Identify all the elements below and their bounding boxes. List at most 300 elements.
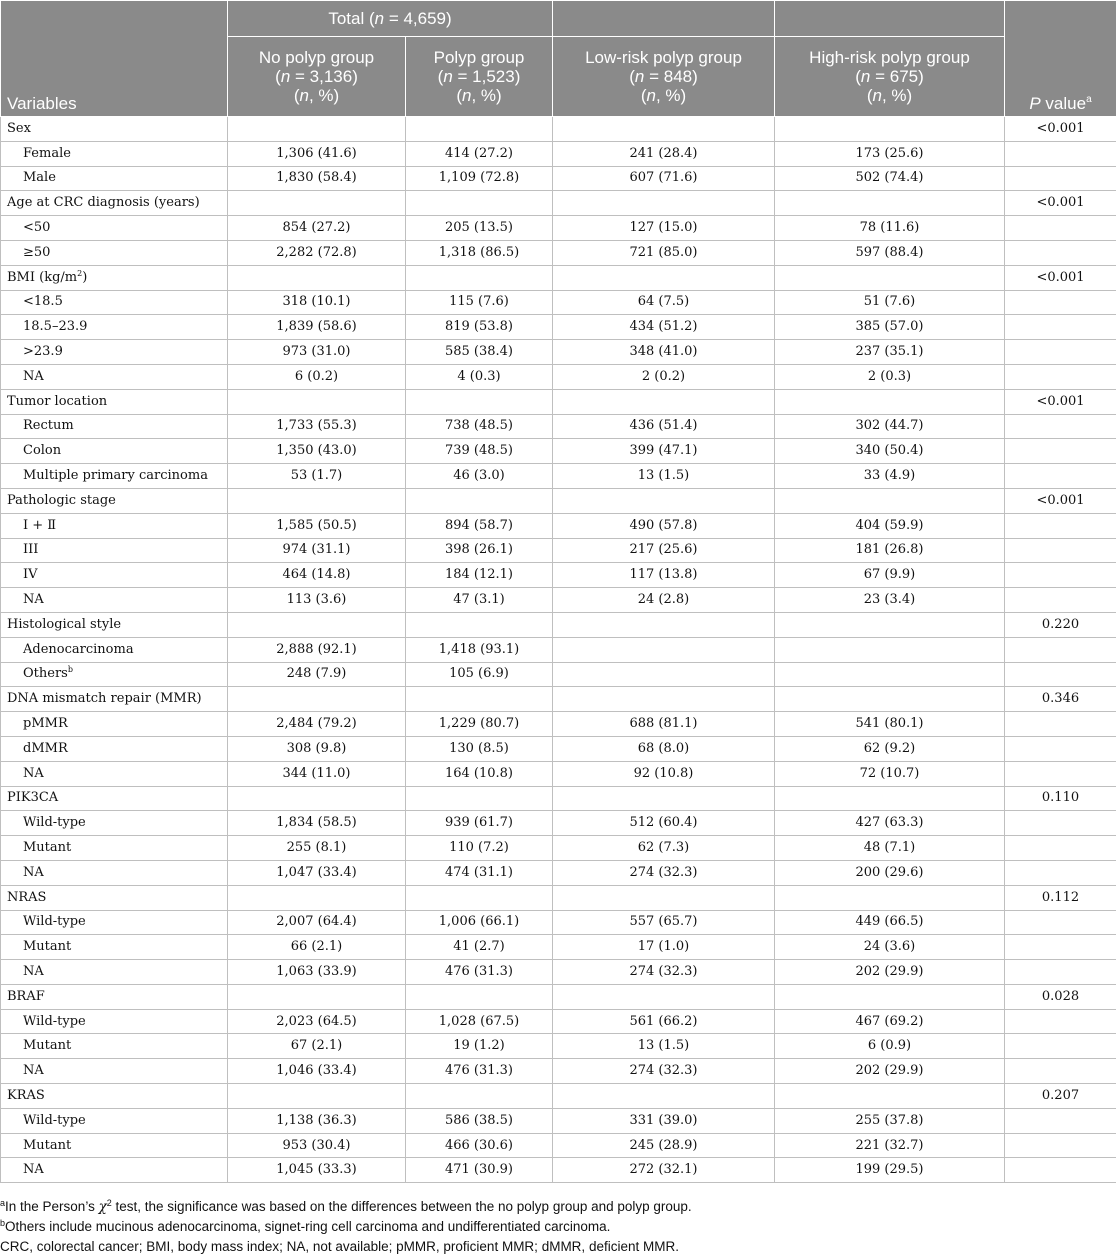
data-cell: 205 (13.5) xyxy=(406,216,553,241)
data-cell: 237 (35.1) xyxy=(775,340,1005,365)
data-cell xyxy=(553,191,775,216)
data-cell xyxy=(228,191,406,216)
data-cell: 318 (10.1) xyxy=(228,290,406,315)
p-value-cell xyxy=(1005,364,1116,389)
data-cell: 340 (50.4) xyxy=(775,439,1005,464)
p-value-cell: <0.001 xyxy=(1005,191,1116,216)
data-cell: 200 (29.6) xyxy=(775,860,1005,885)
row-category-label: Tumor location xyxy=(1,389,228,414)
table-row xyxy=(1,563,1116,588)
row-category-label: NRAS xyxy=(1,885,228,910)
data-cell: 181 (26.8) xyxy=(775,538,1005,563)
data-cell xyxy=(553,265,775,290)
data-cell: 385 (57.0) xyxy=(775,315,1005,340)
data-cell: 64 (7.5) xyxy=(553,290,775,315)
data-cell xyxy=(553,984,775,1009)
data-cell: 274 (32.3) xyxy=(553,1059,775,1084)
p-value-cell: 0.207 xyxy=(1005,1084,1116,1109)
data-cell: 113 (3.6) xyxy=(228,588,406,613)
p-value-cell xyxy=(1005,860,1116,885)
table-row xyxy=(1,240,1116,265)
row-sublabel: Mutant xyxy=(1,935,228,960)
row-category-label: BMI $(kg/m^2)$ xyxy=(1,265,228,290)
p-value-cell xyxy=(1005,240,1116,265)
row-category-label: KRAS xyxy=(1,1084,228,1109)
data-cell xyxy=(775,612,1005,637)
data-cell: 434 (51.2) xyxy=(553,315,775,340)
data-cell: 502 (74.4) xyxy=(775,166,1005,191)
data-cell xyxy=(775,984,1005,1009)
data-cell: 1,306 (41.6) xyxy=(228,141,406,166)
p-value-cell xyxy=(1005,340,1116,365)
data-cell xyxy=(775,389,1005,414)
group-header: No polyp group (n = 3,136) (n, %) xyxy=(228,37,406,117)
data-cell: 404 (59.9) xyxy=(775,513,1005,538)
data-cell xyxy=(228,786,406,811)
p-value-cell xyxy=(1005,563,1116,588)
table-row xyxy=(1,935,1116,960)
data-cell: 953 (30.4) xyxy=(228,1133,406,1158)
data-cell: 490 (57.8) xyxy=(553,513,775,538)
table-row xyxy=(1,786,1116,811)
data-cell: 436 (51.4) xyxy=(553,414,775,439)
table-row xyxy=(1,687,1116,712)
data-cell xyxy=(228,265,406,290)
row-sublabel: Rectum xyxy=(1,414,228,439)
table-row xyxy=(1,1059,1116,1084)
data-cell: 217 (25.6) xyxy=(553,538,775,563)
data-cell: 202 (29.9) xyxy=(775,960,1005,985)
row-category-label: DNA mismatch repair (MMR) xyxy=(1,687,228,712)
row-sublabel: 18.5–23.9 xyxy=(1,315,228,340)
data-cell xyxy=(228,117,406,142)
data-cell: 819 (53.8) xyxy=(406,315,553,340)
data-cell: 2,282 (72.8) xyxy=(228,240,406,265)
data-cell: 1,138 (36.3) xyxy=(228,1108,406,1133)
row-sublabel: Female xyxy=(1,141,228,166)
data-cell: 414 (27.2) xyxy=(406,141,553,166)
data-cell: 62 (9.2) xyxy=(775,736,1005,761)
table-row xyxy=(1,191,1116,216)
data-cell: 173 (25.6) xyxy=(775,141,1005,166)
row-sublabel: >23.9 xyxy=(1,340,228,365)
data-cell: 24 (3.6) xyxy=(775,935,1005,960)
row-sublabel: Wild-type xyxy=(1,910,228,935)
table-row xyxy=(1,836,1116,861)
data-cell: 255 (37.8) xyxy=(775,1108,1005,1133)
p-value-cell: 0.112 xyxy=(1005,885,1116,910)
p-value-cell xyxy=(1005,141,1116,166)
data-cell: 1,063 (33.9) xyxy=(228,960,406,985)
data-cell: 1,834 (58.5) xyxy=(228,811,406,836)
data-cell: 1,229 (80.7) xyxy=(406,712,553,737)
p-value-cell xyxy=(1005,588,1116,613)
data-cell: 6 (0.2) xyxy=(228,364,406,389)
data-cell: 476 (31.3) xyxy=(406,960,553,985)
table-row xyxy=(1,340,1116,365)
p-value-cell: <0.001 xyxy=(1005,488,1116,513)
table-row xyxy=(1,1108,1116,1133)
row-sublabel: NA xyxy=(1,860,228,885)
data-cell xyxy=(406,191,553,216)
data-cell xyxy=(553,389,775,414)
data-cell xyxy=(775,488,1005,513)
p-value-cell xyxy=(1005,1034,1116,1059)
data-cell: 115 (7.6) xyxy=(406,290,553,315)
p-value-cell xyxy=(1005,513,1116,538)
row-category-label: Age at CRC diagnosis (years) xyxy=(1,191,228,216)
data-cell: 1,318 (86.5) xyxy=(406,240,553,265)
row-sublabel: Colon xyxy=(1,439,228,464)
data-cell: 476 (31.3) xyxy=(406,1059,553,1084)
table-row xyxy=(1,513,1116,538)
row-category-label: PIK3CA xyxy=(1,786,228,811)
p-value-header: P value$^a$ xyxy=(1005,1,1116,117)
data-cell: 164 (10.8) xyxy=(406,761,553,786)
data-cell xyxy=(775,637,1005,662)
data-cell: 53 (1.7) xyxy=(228,464,406,489)
row-sublabel: Mutant xyxy=(1,836,228,861)
p-value-cell: <0.001 xyxy=(1005,117,1116,142)
table-row xyxy=(1,811,1116,836)
data-cell: 110 (7.2) xyxy=(406,836,553,861)
data-cell: 184 (12.1) xyxy=(406,563,553,588)
data-cell: 2 (0.3) xyxy=(775,364,1005,389)
data-cell: 557 (65.7) xyxy=(553,910,775,935)
data-cell: 939 (61.7) xyxy=(406,811,553,836)
data-cell: 344 (11.0) xyxy=(228,761,406,786)
data-cell xyxy=(775,885,1005,910)
data-cell: 585 (38.4) xyxy=(406,340,553,365)
data-cell: 512 (60.4) xyxy=(553,811,775,836)
p-value-cell xyxy=(1005,414,1116,439)
data-cell xyxy=(228,389,406,414)
data-cell: 1,585 (50.5) xyxy=(228,513,406,538)
p-value-cell xyxy=(1005,1059,1116,1084)
data-cell: 348 (41.0) xyxy=(553,340,775,365)
data-cell: 586 (38.5) xyxy=(406,1108,553,1133)
group-header: Polyp group (n = 1,523) (n, %) xyxy=(406,37,553,117)
data-cell: 449 (66.5) xyxy=(775,910,1005,935)
row-sublabel: Adenocarcinoma xyxy=(1,637,228,662)
row-category-label: Histological style xyxy=(1,612,228,637)
data-cell: 2,484 (79.2) xyxy=(228,712,406,737)
p-value-cell: 0.028 xyxy=(1005,984,1116,1009)
data-cell: 1,830 (58.4) xyxy=(228,166,406,191)
p-value-cell xyxy=(1005,811,1116,836)
row-sublabel: Wild-type xyxy=(1,1108,228,1133)
table-row xyxy=(1,117,1116,142)
table-row xyxy=(1,216,1116,241)
data-cell: 427 (63.3) xyxy=(775,811,1005,836)
row-category-label: Pathologic stage xyxy=(1,488,228,513)
data-cell: 2,888 (92.1) xyxy=(228,637,406,662)
data-cell: 241 (28.4) xyxy=(553,141,775,166)
table-row xyxy=(1,1034,1116,1059)
row-sublabel: Wild-type xyxy=(1,1009,228,1034)
data-cell: 130 (8.5) xyxy=(406,736,553,761)
data-cell: 894 (58.7) xyxy=(406,513,553,538)
data-cell: 33 (4.9) xyxy=(775,464,1005,489)
p-value-cell xyxy=(1005,216,1116,241)
table-row xyxy=(1,464,1116,489)
data-cell: 2 (0.2) xyxy=(553,364,775,389)
data-cell xyxy=(553,1084,775,1109)
data-cell: 466 (30.6) xyxy=(406,1133,553,1158)
data-cell xyxy=(775,265,1005,290)
data-cell xyxy=(553,117,775,142)
p-value-cell: <0.001 xyxy=(1005,389,1116,414)
row-sublabel: NA xyxy=(1,761,228,786)
p-value-cell: 0.346 xyxy=(1005,687,1116,712)
p-value-cell xyxy=(1005,662,1116,687)
data-cell: 464 (14.8) xyxy=(228,563,406,588)
data-cell xyxy=(775,1084,1005,1109)
row-sublabel: NA xyxy=(1,1158,228,1183)
data-cell xyxy=(406,389,553,414)
data-cell: 245 (28.9) xyxy=(553,1133,775,1158)
table-row xyxy=(1,439,1116,464)
data-cell: 607 (71.6) xyxy=(553,166,775,191)
row-sublabel: NA xyxy=(1,364,228,389)
data-cell: 13 (1.5) xyxy=(553,464,775,489)
row-category-label: Sex xyxy=(1,117,228,142)
data-cell: 474 (31.1) xyxy=(406,860,553,885)
data-cell xyxy=(553,488,775,513)
table-row xyxy=(1,910,1116,935)
data-cell: 738 (48.5) xyxy=(406,414,553,439)
blank-header-cell xyxy=(775,1,1005,37)
data-cell: 68 (8.0) xyxy=(553,736,775,761)
table-row xyxy=(1,414,1116,439)
row-category-label: BRAF xyxy=(1,984,228,1009)
table-body xyxy=(1,117,1116,1183)
row-sublabel: dMMR xyxy=(1,736,228,761)
data-cell: 1,350 (43.0) xyxy=(228,439,406,464)
data-cell xyxy=(228,1084,406,1109)
data-cell: 2,023 (64.5) xyxy=(228,1009,406,1034)
data-cell xyxy=(553,786,775,811)
table-header xyxy=(1,1,1116,117)
data-cell xyxy=(553,885,775,910)
data-cell: 6 (0.9) xyxy=(775,1034,1005,1059)
data-cell xyxy=(228,488,406,513)
data-cell: 272 (32.1) xyxy=(553,1158,775,1183)
data-cell xyxy=(406,488,553,513)
data-cell: 974 (31.1) xyxy=(228,538,406,563)
table-row xyxy=(1,860,1116,885)
table-row xyxy=(1,290,1116,315)
data-cell: 202 (29.9) xyxy=(775,1059,1005,1084)
row-sublabel: NA xyxy=(1,1059,228,1084)
data-cell: 854 (27.2) xyxy=(228,216,406,241)
blank-header-cell xyxy=(553,1,775,37)
table-row xyxy=(1,588,1116,613)
data-cell: 48 (7.1) xyxy=(775,836,1005,861)
data-cell xyxy=(228,612,406,637)
group-header: Low-risk polyp group (n = 848) (n, %) xyxy=(553,37,775,117)
data-cell: 308 (9.8) xyxy=(228,736,406,761)
data-cell: 1,046 (33.4) xyxy=(228,1059,406,1084)
p-value-cell xyxy=(1005,1009,1116,1034)
data-cell xyxy=(406,265,553,290)
data-cell: 78 (11.6) xyxy=(775,216,1005,241)
data-cell: 51 (7.6) xyxy=(775,290,1005,315)
data-cell: 721 (85.0) xyxy=(553,240,775,265)
data-cell: 92 (10.8) xyxy=(553,761,775,786)
data-cell: 105 (6.9) xyxy=(406,662,553,687)
p-value-cell xyxy=(1005,935,1116,960)
table-row xyxy=(1,662,1116,687)
data-cell: 62 (7.3) xyxy=(553,836,775,861)
p-value-cell xyxy=(1005,836,1116,861)
data-cell xyxy=(406,612,553,637)
p-value-cell xyxy=(1005,166,1116,191)
p-value-cell xyxy=(1005,637,1116,662)
table-row xyxy=(1,1158,1116,1183)
table-row xyxy=(1,1084,1116,1109)
data-cell: 331 (39.0) xyxy=(553,1108,775,1133)
data-cell: 1,418 (93.1) xyxy=(406,637,553,662)
p-value-cell xyxy=(1005,315,1116,340)
data-cell xyxy=(553,662,775,687)
data-cell: 255 (8.1) xyxy=(228,836,406,861)
data-cell xyxy=(406,786,553,811)
data-cell: 467 (69.2) xyxy=(775,1009,1005,1034)
footnotes xyxy=(0,1197,692,1257)
data-cell xyxy=(553,612,775,637)
data-cell xyxy=(775,117,1005,142)
data-cell xyxy=(228,984,406,1009)
data-cell: 561 (66.2) xyxy=(553,1009,775,1034)
data-cell: 66 (2.1) xyxy=(228,935,406,960)
data-cell xyxy=(553,687,775,712)
data-cell: 46 (3.0) xyxy=(406,464,553,489)
table-row xyxy=(1,364,1116,389)
p-value-cell xyxy=(1005,290,1116,315)
data-cell: 23 (3.4) xyxy=(775,588,1005,613)
data-cell: 19 (1.2) xyxy=(406,1034,553,1059)
row-sublabel: Others$^b$ xyxy=(1,662,228,687)
data-cell: 4 (0.3) xyxy=(406,364,553,389)
p-value-cell xyxy=(1005,1158,1116,1183)
p-value-cell xyxy=(1005,538,1116,563)
table-row xyxy=(1,488,1116,513)
table-row xyxy=(1,885,1116,910)
row-sublabel: <18.5 xyxy=(1,290,228,315)
row-sublabel: ≥50 xyxy=(1,240,228,265)
data-cell: 72 (10.7) xyxy=(775,761,1005,786)
row-sublabel: IV xyxy=(1,563,228,588)
row-sublabel: pMMR xyxy=(1,712,228,737)
p-value-cell xyxy=(1005,736,1116,761)
data-cell: 41 (2.7) xyxy=(406,935,553,960)
data-cell xyxy=(406,984,553,1009)
data-cell: 399 (47.1) xyxy=(553,439,775,464)
data-cell: 13 (1.5) xyxy=(553,1034,775,1059)
row-sublabel: NA xyxy=(1,588,228,613)
data-cell xyxy=(406,117,553,142)
data-cell xyxy=(228,687,406,712)
table-row xyxy=(1,761,1116,786)
data-cell xyxy=(228,885,406,910)
row-sublabel: Multiple primary carcinoma xyxy=(1,464,228,489)
data-cell xyxy=(775,687,1005,712)
row-sublabel: Wild-type xyxy=(1,811,228,836)
data-cell: 471 (30.9) xyxy=(406,1158,553,1183)
data-cell: 2,007 (64.4) xyxy=(228,910,406,935)
row-sublabel: Ⅰ + Ⅱ xyxy=(1,513,228,538)
data-cell xyxy=(406,687,553,712)
table-row xyxy=(1,1009,1116,1034)
data-cell: 67 (9.9) xyxy=(775,563,1005,588)
p-value-cell: 0.220 xyxy=(1005,612,1116,637)
data-cell xyxy=(406,1084,553,1109)
table-row xyxy=(1,612,1116,637)
p-value-cell xyxy=(1005,439,1116,464)
table-row xyxy=(1,984,1116,1009)
table-row xyxy=(1,166,1116,191)
table-row xyxy=(1,960,1116,985)
data-cell: 274 (32.3) xyxy=(553,860,775,885)
table-row xyxy=(1,389,1116,414)
table-row xyxy=(1,712,1116,737)
data-cell: 274 (32.3) xyxy=(553,960,775,985)
table-row xyxy=(1,736,1116,761)
data-cell: 1,047 (33.4) xyxy=(228,860,406,885)
data-cell: 1,733 (55.3) xyxy=(228,414,406,439)
data-cell xyxy=(775,662,1005,687)
data-cell: 17 (1.0) xyxy=(553,935,775,960)
footnote-abbreviations: CRC, colorectal cancer; BMI, body mass index; NA, not available; pMMR, proficient MMR; dMMR, deficient MMR. xyxy=(0,1239,679,1254)
total-header: Total (n = 4,659) xyxy=(228,1,553,37)
data-cell: 1,109 (72.8) xyxy=(406,166,553,191)
variables-header: Variables xyxy=(1,1,228,117)
data-cell: 248 (7.9) xyxy=(228,662,406,687)
footnote-a: $^a$In the Person’s $\chi^2$ test, the significance was based on the differences between the no polyp group and polyp group. xyxy=(0,1198,692,1215)
data-cell xyxy=(553,637,775,662)
data-cell xyxy=(775,191,1005,216)
data-cell: 24 (2.8) xyxy=(553,588,775,613)
data-cell: 199 (29.5) xyxy=(775,1158,1005,1183)
table-row xyxy=(1,1133,1116,1158)
p-value-cell: <0.001 xyxy=(1005,265,1116,290)
p-value-cell xyxy=(1005,1108,1116,1133)
table-row xyxy=(1,538,1116,563)
data-cell: 973 (31.0) xyxy=(228,340,406,365)
data-cell: 739 (48.5) xyxy=(406,439,553,464)
row-sublabel: III xyxy=(1,538,228,563)
data-cell: 688 (81.1) xyxy=(553,712,775,737)
table-row xyxy=(1,265,1116,290)
data-cell xyxy=(406,885,553,910)
p-value-cell: 0.110 xyxy=(1005,786,1116,811)
p-value-cell xyxy=(1005,464,1116,489)
footnote-b: $^b$Others include mucinous adenocarcinoma, signet-ring cell carcinoma and undifferentiated carcinoma. xyxy=(0,1218,611,1234)
data-cell: 398 (26.1) xyxy=(406,538,553,563)
data-cell: 221 (32.7) xyxy=(775,1133,1005,1158)
row-sublabel: NA xyxy=(1,960,228,985)
table-row xyxy=(1,141,1116,166)
data-cell: 541 (80.1) xyxy=(775,712,1005,737)
data-cell: 1,045 (33.3) xyxy=(228,1158,406,1183)
data-cell xyxy=(775,786,1005,811)
row-sublabel: <50 xyxy=(1,216,228,241)
p-value-cell xyxy=(1005,761,1116,786)
data-cell: 117 (13.8) xyxy=(553,563,775,588)
data-cell: 1,006 (66.1) xyxy=(406,910,553,935)
p-value-cell xyxy=(1005,1133,1116,1158)
